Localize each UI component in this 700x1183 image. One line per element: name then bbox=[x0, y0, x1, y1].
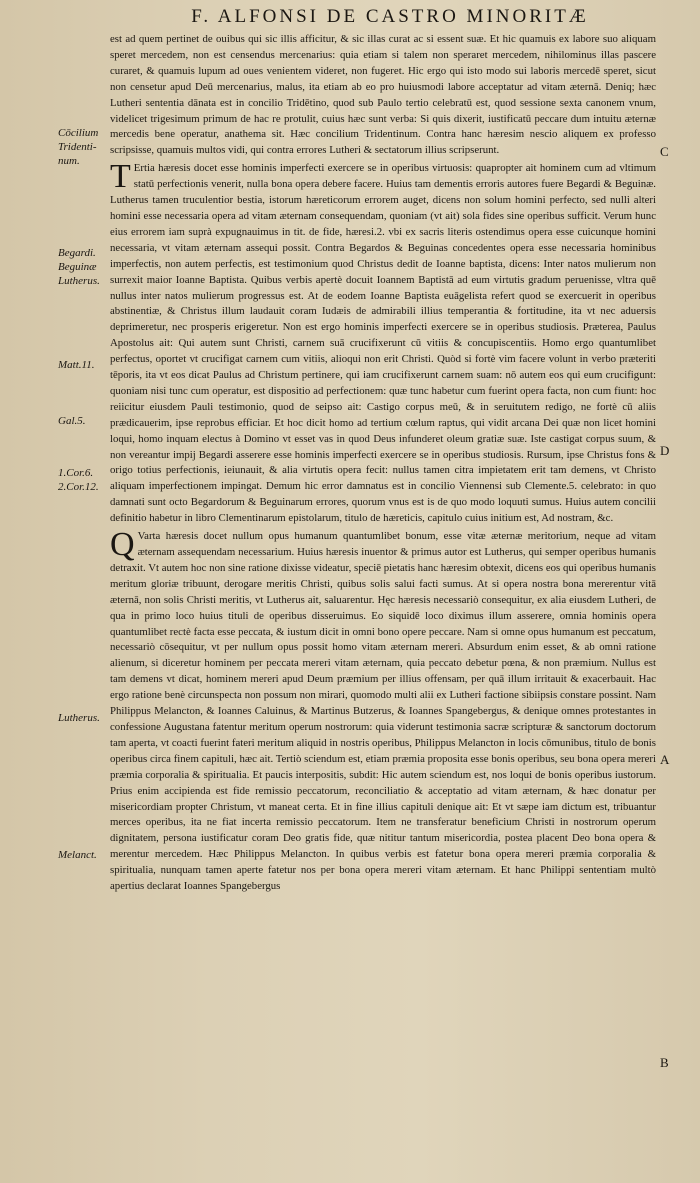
paragraph-3 bbox=[110, 526, 656, 895]
running-title: F. ALFONSI DE CASTRO MINORITÆ bbox=[191, 6, 589, 27]
dropcap-q: Q bbox=[110, 526, 135, 564]
side-letter-b: B bbox=[660, 1055, 669, 1070]
side-letter-d: D bbox=[660, 443, 670, 458]
margin-note-concilium: Cōcilium Tridenti-num. bbox=[58, 127, 99, 167]
margin-note-gal: Gal.5. bbox=[58, 415, 86, 427]
margin-note-melanct: Melanct. bbox=[58, 849, 97, 861]
paragraph-1: est ad quem pertinet de ouibus qui sic illis afficitur, & sic illas curat ac si essent suæ. Et hic quamuis ex labore suo aliquam speret mercedem, non est censendus mercenarius: quia etiam si talem non speraret mercedem, nihilominus illas pascere curaret, & quamuis lupum ad oues venientem videret, non fugeret. Hic ergo qui isto modo sui laboris mercedē speret, sicut non censetur apud Deū mercenarius, malus, ita etiam ab eo pro huiusmodi labore acceptatur ad vitam æternā. Deniq; hæc Lutheri sententia dānata est in concilio Tridētino, quod sub Paulo tertio celebratū est, quod sessione sexta canonem vnum, videlicet trigesimum primum de hac re protulit, cuius hæc sunt verba: Si quis dixerit, iustificatū peccare dum intuitu æternæ mercedis bene operatur, anathema sit. Hæc concilium Tridentinum. Contra hanc hæresim nescio aliquem ex professo scripsisse, quamuis multos vidi, qui contra errores Lutheri & sectatorum illius scripserunt. bbox=[110, 33, 656, 157]
side-letter-a: A bbox=[660, 752, 670, 767]
margin-note-matt: Matt.11. bbox=[58, 359, 95, 371]
paragraph-2 bbox=[110, 158, 656, 527]
side-letter-c: C bbox=[660, 144, 669, 159]
margin-note-cor: 1.Cor.6. 2.Cor.12. bbox=[58, 467, 99, 493]
margin-note-lutherus: Lutherus. bbox=[58, 712, 100, 724]
body-text bbox=[110, 32, 656, 895]
dropcap-t: T bbox=[110, 158, 131, 196]
margin-note-begardi: Begardi. Beguinæ Lutherus. bbox=[58, 247, 100, 287]
paragraph-2-text: Ertia hæresis docet esse hominis imperfecti exercere se in operibus virtuosis: quapropter ait hominem cum ad vltimum statū perfectionis venerit, nulla bona opera debere facere. Huius tam dementis erroris autores fuere Begardi & Beguinæ. Lutherus tamen truculentior bestia, istorum hæreticorum errorem auget, dicens non solum homini perfecto, sed nulli alteri homini esse necessaria opera ad vitam æternam consequendam, quoniam (vt ait) sola fides sine operibus sufficit. Verum hunc eius errorem iam suprà expugnauimus in tit. de fide, hæresi.2. vbi ex sacris literis ostendimus opera esse cuicunque homini necessaria, vt vitam æternam assequi possit. Contra Begardos & Beguinas concedentes opera esse necessaria hominibus imperfectis, non autem perfectis, est testimonium quod Christus dedit de Ioanne baptista, dicens: Inter natos mulierum non surrexit maior Ioanne Baptista. Quibus verbis apertè docuit Ioannem Baptistā ad eum virtutis gradum peruenisse, vltra quē nullus inter natos mulierum progressus est. At de eodem Ioanne Baptista euāgelista refert quod se exercuerit in operibus abstinentiæ, & Christus illum laudauit coram Iudæis de admirabili illius temperantia & fortitudine, ita vt nec aduersis deprimeretur, nec prosperis erigeretur. Non est ergo hominis imperfecti exercere se in operibus studiosis. Præterea, Paulus Apostolus ait: Qui autem sunt Christi, carnem suā crucifixerunt cū vitiis & concupiscentiis. Homo ergo quantumlibet perfectus, oportet vt crucifigat carnem cum vitiis, alioqui non erit Christi. Quòd si fortè vim facere volunt in verbo præteriti tēporis, ita vt eos dicat Paulus ad Christum pertinere, qui iam crucifixerunt carnem suam: nō autem eos qui eum crucifigunt: quoniam nisi tunc cum operatur, est dispositio ad perfectionem: quæ tunc habetur cum fuerint opera facta, non cum fiunt: hoc reiicitur eiusdem Pauli testimonio, quod de seipso ait: Castigo corpus meū, & in seruitutem redigo, ne fortè cū aliis prædicauerim, ipse reprobus efficiar. Et hoc dicit homo ad tertium cœlum raptus, qui vidit arcana Dei quæ non licet homini loqui, homo inquam electus à Domino vt esset vas in quod Deus infunderet oleum gratiæ suæ. Iste castigat corpus suum, & non vereantur impij Begardi asserere esse hominis imperfecti exercere se in operibus studiosis. Rursum, ipse Christus fons & origo totius perfectionis, ieiunauit, & alia virtutis opera fecit: nullus tamen citra impietatem erit tam demens, vt Christo aliquam imperfectionem impingat. Demum hic error damnatus est in concilio Viennensi sub Clemente.5. celebrato: in quo damnati sunt octo Begardorum & Beguinarum errores, quorum vnus est is de quo modo loquuti sumus. Huius autem concilii definitio habetur in libro Clementinarum epistolarum, titulo de hæreticis, capitulo cuius initium est, Ad nostram, &c. bbox=[110, 162, 656, 525]
paragraph-3-text: Varta hæresis docet nullum opus humanum quantumlibet bonum, esse vitæ æternæ meritorium, neque ad vitam æternam assequendam necessarium. Huius hæresis inuentor & primus autor est Lutherus, qui semper operibus humanis detraxit. Vt autem hoc non sine ratione dixisse videatur, speciē pietatis hanc hæresim obtexit, dicens eos qui operibus humanis meritum gloriæ tribuunt, derogare meritis Christi, quibus solis salui facti sumus. At si opera nostra bona mererentur vitā æternā, non solis Christi meritis, vt Lutherus ait, saluarentur. Hęc hæresis necessariò consequitur, ex alia eiusdem Lutheri, de qua in primo loco huius tituli de operibus disseruimus. Eo siquidē loco diximus illum asserere, omnia hominis opera quantumlibet rectè facta esse peccata, & iustum dicit in omni bono opere peccare. Nam si omne opus humanum est peccatum, necessariò cōsequitur, vt per nullum opus possit homo vitam æternam mereri. Absurdum enim esset, & ab omni ratione alienum, si diceretur hominem per peccata mereri vitam æternam, quia peccato debetur pœna, & non præmium. Nullus est tam demens vt dicat, hominem mereri apud Deum præmium per illius offensam, per quā illum irritauit & exacerbauit. Hac ergo ratione benè circunspecta non possum non mirari, quomodo multi alii ex Lutheri factione sibiipsis constare possint. Nam Philippus Melancton, & Ioannes Caluinus, & Martinus Butzerus, & Ioannes Spangebergus, & denique omnes protestantes in confessione Augustana fatentur meritum operum nostrorum: quia viderunt testimonia sacræ scripturæ & sanctorum doctorum tam aperta, vt coacti fuerint fateri meritum aliquid in nostris operibus, Philippus Melancton in locis cōmunibus, titulo de bonis operibus circa finem capituli, hæc ait. Tertiò sciendum est, etiam præmia proposita esse bonis operibus, seu bona opera mereri præmia corporalia & spiritualia. Et paucis interpositis, subdit: Hic autem sciendum est, nos loqui de bonis operibus iustorum. Prius enim accipienda est fide remissio peccatorum, reconciliatio & acceptatio ad vitam æternam, & hæc donatur per misericordiam propter Christum, vt maneat certa. Et in fine illius capituli denique ait: Et vt sæpe iam dictum est, tribuantur merces operibus, ita ne fiat incerta remissio peccatorum. Item ne transferatur beneficium Christi in nostrorum operum dignitatem, persona iustificatur coram Deo gratis fide, quæ nititur tantum misericordia, postea placent Deo bona opera & merentur mercedem. Hæc Philippus Melancton. In quibus verbis est fatetur bona opera mereri præmia corporalia & spiritualia, nunquam tamen aperte fatetur nos per bona opera mereri vitam æternam. Et hanc Philippi sententiam multò apertius declarat Ioannes Spangebergus bbox=[110, 530, 656, 893]
